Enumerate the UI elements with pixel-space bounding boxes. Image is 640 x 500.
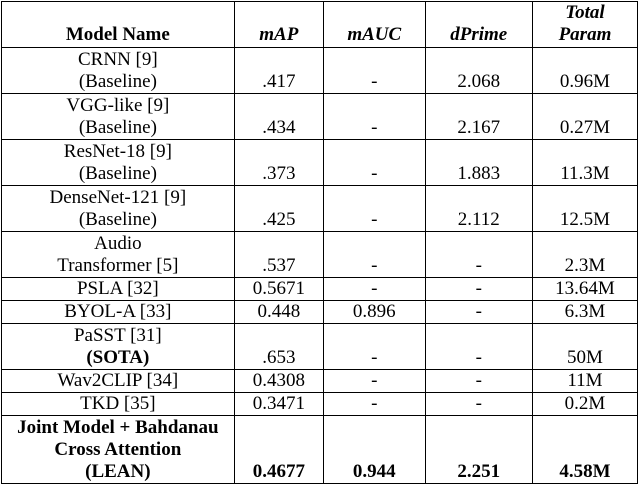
mauc-cell: - <box>323 94 425 140</box>
map-cell: 0.3471 <box>234 393 323 416</box>
model-name-cell <box>2 94 235 140</box>
total-param-cell: 6.3M <box>532 301 637 324</box>
total-param-cell: 0.27M <box>532 94 637 140</box>
model-name-line: (Baseline) <box>78 209 157 230</box>
header-mauc: mAUC <box>323 2 425 48</box>
map-cell: .537 <box>234 232 323 278</box>
model-name-cell <box>2 393 235 416</box>
mauc-cell: - <box>323 278 425 301</box>
mauc-cell: 0.944 <box>323 416 425 484</box>
header-row <box>2 2 638 48</box>
header-map: mAP <box>234 2 323 48</box>
mauc-cell: - <box>323 48 425 94</box>
total-param-cell: 2.3M <box>532 232 637 278</box>
model-name-line: DenseNet-121 [9] <box>49 187 187 208</box>
total-param-cell: 12.5M <box>532 186 637 232</box>
model-name-cell <box>2 301 235 324</box>
model-name-line: PSLA [32] <box>76 278 159 299</box>
dprime-cell: - <box>425 324 532 370</box>
model-name-line: (Baseline) <box>78 71 157 92</box>
model-name-line: PaSST [31] <box>73 325 162 346</box>
header-model-name: Model Name <box>2 2 235 48</box>
model-name-cell <box>2 140 235 186</box>
mauc-cell: - <box>323 232 425 278</box>
table-row <box>2 94 638 140</box>
model-name-line: (SOTA) <box>86 347 150 368</box>
dprime-cell: - <box>425 393 532 416</box>
dprime-cell: - <box>425 278 532 301</box>
map-cell: 0.5671 <box>234 278 323 301</box>
model-name-line: Transformer [5] <box>57 255 179 276</box>
model-name-line: Audio <box>94 233 142 254</box>
model-name-cell <box>2 232 235 278</box>
dprime-cell: - <box>425 232 532 278</box>
model-name-line: VGG-like [9] <box>66 95 170 116</box>
total-param-cell: 13.64M <box>532 278 637 301</box>
header-total-param <box>532 2 637 48</box>
model-name-cell <box>2 370 235 393</box>
header-dprime: dPrime <box>425 2 532 48</box>
mauc-cell: - <box>323 393 425 416</box>
table-row <box>2 301 638 324</box>
model-name-line: (LEAN) <box>85 461 151 482</box>
total-param-cell: 11M <box>532 370 637 393</box>
table-row <box>2 48 638 94</box>
model-name-line: BYOL-A [33] <box>64 301 172 322</box>
table-row <box>2 393 638 416</box>
table-row <box>2 370 638 393</box>
total-param-cell: 0.2M <box>532 393 637 416</box>
mauc-cell: - <box>323 186 425 232</box>
table-row <box>2 324 638 370</box>
model-name-cell <box>2 186 235 232</box>
mauc-cell: - <box>323 370 425 393</box>
header-total-line1: Total <box>565 2 605 23</box>
results-table <box>1 1 638 484</box>
dprime-cell: - <box>425 301 532 324</box>
model-name-cell <box>2 324 235 370</box>
dprime-cell: 2.251 <box>425 416 532 484</box>
mauc-cell: 0.896 <box>323 301 425 324</box>
map-cell: .425 <box>234 186 323 232</box>
total-param-cell: 11.3M <box>532 140 637 186</box>
header-total-line2: Param <box>558 24 612 45</box>
dprime-cell: - <box>425 370 532 393</box>
total-param-cell: 0.96M <box>532 48 637 94</box>
map-cell: .373 <box>234 140 323 186</box>
model-name-line: Cross Attention <box>54 439 182 460</box>
dprime-cell: 2.112 <box>425 186 532 232</box>
map-cell: 0.448 <box>234 301 323 324</box>
map-cell: .653 <box>234 324 323 370</box>
map-cell: .434 <box>234 94 323 140</box>
table-row <box>2 232 638 278</box>
model-name-line: CRNN [9] <box>78 49 158 70</box>
model-name-line: TKD [35] <box>80 393 156 414</box>
map-cell: 0.4308 <box>234 370 323 393</box>
model-name-cell <box>2 416 235 484</box>
total-param-cell: 50M <box>532 324 637 370</box>
model-name-line: ResNet-18 [9] <box>63 141 172 162</box>
table-row <box>2 186 638 232</box>
dprime-cell: 2.167 <box>425 94 532 140</box>
model-name-line: (Baseline) <box>78 163 157 184</box>
total-param-cell: 4.58M <box>532 416 637 484</box>
table-row <box>2 416 638 484</box>
model-name-cell <box>2 48 235 94</box>
map-cell: 0.4677 <box>234 416 323 484</box>
table-row <box>2 278 638 301</box>
table-row <box>2 140 638 186</box>
mauc-cell: - <box>323 140 425 186</box>
model-name-line: Wav2CLIP [34] <box>57 370 179 391</box>
dprime-cell: 1.883 <box>425 140 532 186</box>
model-name-line: Joint Model + Bahdanau <box>17 417 219 438</box>
map-cell: .417 <box>234 48 323 94</box>
mauc-cell: - <box>323 324 425 370</box>
model-name-line: (Baseline) <box>78 117 157 138</box>
dprime-cell: 2.068 <box>425 48 532 94</box>
model-name-cell <box>2 278 235 301</box>
